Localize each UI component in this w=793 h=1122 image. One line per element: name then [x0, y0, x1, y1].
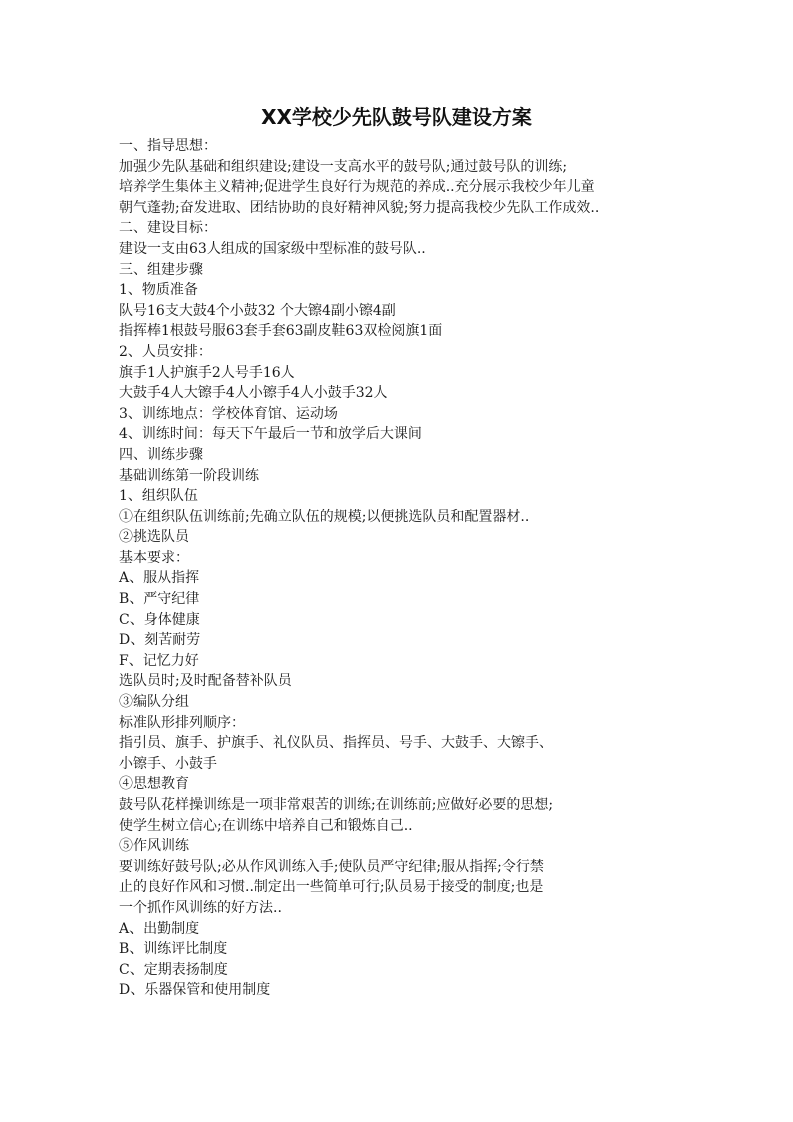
text-line: 1、组织队伍	[119, 488, 198, 505]
text-line: 使学生树立信心;在训练中培养自己和锻炼自己..	[119, 817, 413, 834]
text-line: B、训练评比制度	[119, 941, 228, 958]
document-body	[119, 136, 679, 1001]
text-line: 1、物质准备	[119, 282, 198, 299]
text-line: D、刻苦耐劳	[119, 632, 201, 649]
text-line: F、记忆力好	[119, 652, 199, 669]
document-title: XX学校少先队鼓号队建设方案	[261, 105, 532, 129]
text-line: 四、训练步骤	[119, 446, 203, 463]
text-line: A、出勤制度	[119, 920, 200, 937]
text-line: D、乐器保管和使用制度	[119, 982, 271, 999]
text-line: ②挑选队员	[119, 529, 189, 546]
text-line: ③编队分组	[119, 694, 189, 711]
text-line: 3、训练地点：学校体育馆、运动场	[119, 405, 338, 422]
text-line: 选队员时;及时配备替补队员	[119, 673, 292, 690]
text-line: A、服从指挥	[119, 570, 200, 587]
text-line: C、定期表扬制度	[119, 961, 228, 978]
text-line: 一个抓作风训练的好方法..	[119, 899, 282, 916]
text-line: 指挥棒1根鼓号服63套手套63副皮鞋63双检阅旗1面	[119, 323, 443, 340]
text-line: 二、建设目标：	[119, 220, 217, 237]
text-line: 一、指导思想：	[119, 138, 217, 154]
text-line: 旗手1人护旗手2人号手16人	[119, 364, 295, 381]
text-line: ①在组织队伍训练前;先确立队伍的规模;以便挑选队员和配置器材..	[119, 508, 530, 525]
text-line: 要训练好鼓号队;必从作风训练入手;使队员严守纪律;服从指挥;令行禁	[119, 858, 544, 875]
text-line: ④思想教育	[119, 776, 189, 793]
text-line: 加强少先队基础和组织建设;建设一支高水平的鼓号队;通过鼓号队的训练;	[119, 158, 568, 175]
text-line: 2、人员安排：	[119, 343, 212, 360]
text-line: 4、训练时间：每天下午最后一节和放学后大课间	[119, 426, 422, 443]
text-line: B、严守纪律	[119, 591, 200, 608]
text-line: 基础训练第一阶段训练	[119, 467, 259, 484]
text-line: 三、组建步骤	[119, 261, 203, 278]
text-line: 培养学生集体主义精神;促进学生良好行为规范的养成..充分展示我校少年儿童	[119, 179, 595, 196]
text-line: 建设一支由63人组成的国家级中型标准的鼓号队..	[119, 240, 426, 257]
text-line: C、身体健康	[119, 611, 200, 628]
text-line: 朝气蓬勃;奋发进取、团结协助的良好精神风貌;努力提高我校少先队工作成效..	[119, 199, 600, 216]
text-line: 基本要求：	[119, 549, 189, 566]
text-line: 标准队形排列顺序：	[119, 714, 245, 731]
text-line: 大鼓手4人大镲手4人小镲手4人小鼓手32人	[119, 385, 388, 402]
text-line: 指引员、旗手、护旗手、礼仪队员、指挥员、号手、大鼓手、大镲手、	[119, 735, 553, 752]
text-line: ⑤作风训练	[119, 838, 189, 855]
text-line: 小镲手、小鼓手	[119, 755, 217, 772]
text-line: 止的良好作风和习惯..制定出一些简单可行;队员易于接受的制度;也是	[119, 879, 544, 896]
text-line: 队号16支大鼓4个小鼓32 个大镲4副小镲4副	[119, 302, 396, 319]
text-line: 鼓号队花样操训练是一项非常艰苦的训练;在训练前;应做好必要的思想;	[119, 797, 554, 813]
